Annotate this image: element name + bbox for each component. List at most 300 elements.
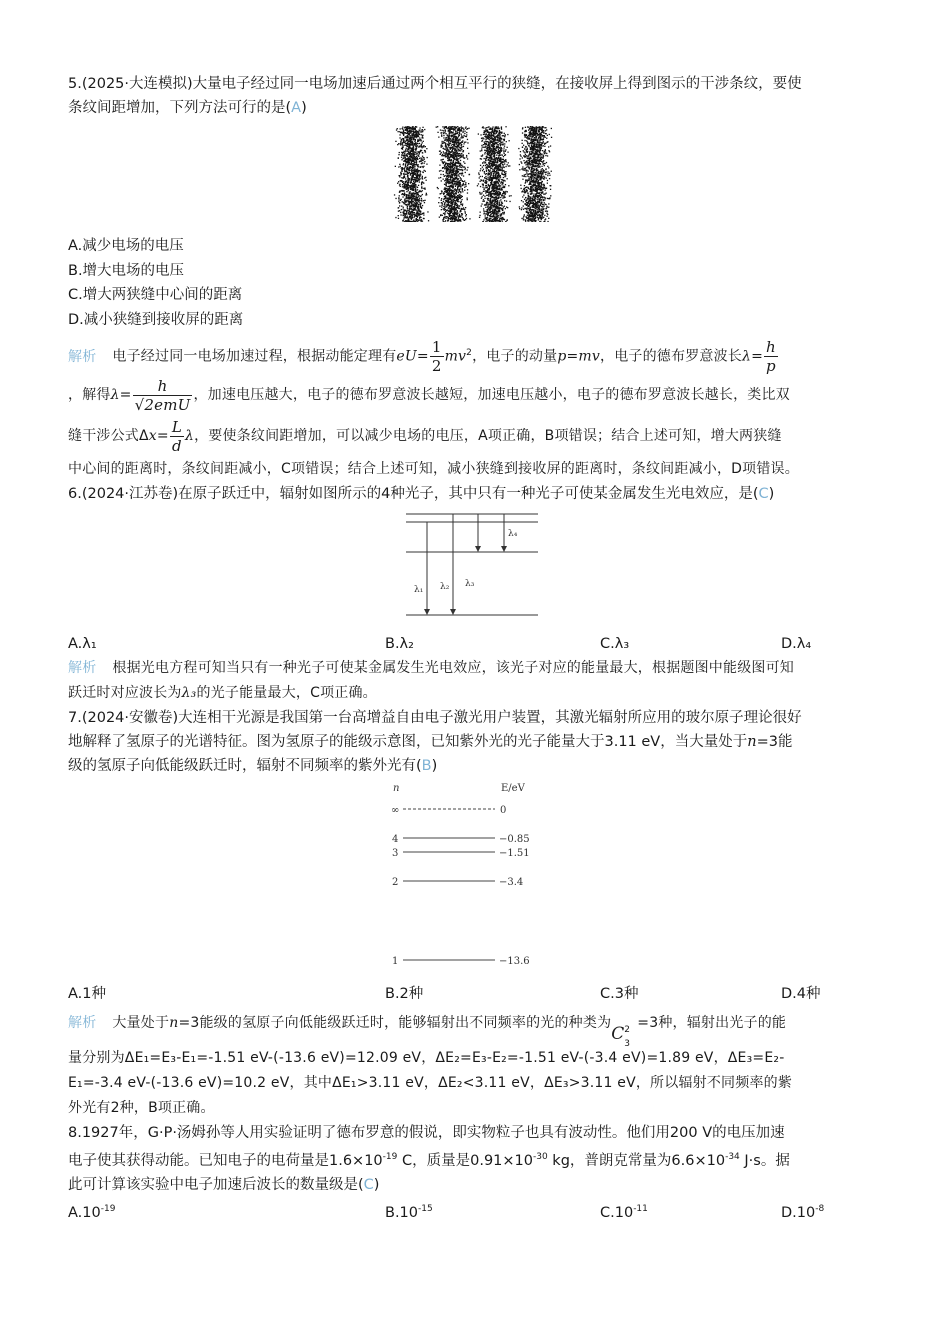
fringe-speck (536, 216, 537, 217)
fringe-speck (417, 168, 418, 169)
fringe-speck (415, 196, 416, 197)
fringe-speck (443, 201, 444, 202)
fringe-speck (485, 143, 486, 144)
fringe-speck (496, 172, 497, 173)
fringe-speck (494, 172, 495, 173)
fringe-speck (488, 177, 489, 178)
q5-answer: A (291, 100, 302, 116)
fringe-speck (488, 149, 489, 150)
fringe-speck (464, 166, 465, 167)
fringe-speck (440, 170, 441, 171)
fringe-speck (423, 183, 424, 184)
fringe-speck (448, 188, 449, 189)
fringe-speck (457, 186, 458, 187)
fringe-speck (466, 132, 467, 133)
fringe-speck (499, 138, 500, 139)
fringe-speck (529, 153, 530, 154)
fringe-speck (522, 166, 523, 167)
fringe-speck (481, 148, 482, 149)
fringe-speck (444, 132, 445, 133)
fringe-speck (399, 152, 400, 153)
fringe-speck (449, 147, 450, 148)
fringe-speck (417, 207, 418, 208)
fringe-speck (419, 158, 420, 159)
fringe-speck (445, 220, 446, 221)
fringe-speck (478, 172, 479, 173)
fringe-speck (507, 178, 508, 179)
fringe-speck (402, 128, 403, 129)
fringe-speck (506, 161, 507, 162)
fringe-speck (505, 184, 506, 185)
fringe-speck (446, 170, 447, 171)
fringe-speck (503, 139, 504, 140)
fringe-speck (491, 180, 492, 181)
fringe-speck (538, 219, 539, 220)
fringe-speck (492, 211, 493, 212)
fringe-speck (416, 171, 417, 172)
fringe-speck (520, 156, 521, 157)
q5-stem-text: 条纹间距增加，下列方法可行的是( (68, 100, 292, 116)
fringe-speck (423, 188, 424, 189)
fringe-speck (492, 209, 493, 210)
fringe-speck (408, 153, 409, 154)
fringe-speck (490, 136, 491, 137)
fringe-speck (465, 172, 466, 173)
fringe-speck (402, 145, 403, 146)
fringe-speck (503, 144, 504, 145)
fringe-speck (401, 199, 402, 200)
fringe-speck (504, 146, 505, 147)
fringe-speck (526, 167, 527, 168)
fringe-speck (455, 131, 456, 132)
fringe-speck (524, 148, 525, 149)
fringe-speck (449, 194, 450, 195)
fringe-speck (428, 220, 429, 221)
fringe-speck (414, 177, 415, 178)
fringe-speck (465, 182, 466, 183)
fringe-speck (425, 194, 426, 195)
fringe-speck (455, 136, 456, 137)
fringe-speck (526, 170, 527, 171)
fringe-speck (454, 204, 455, 205)
fringe-speck (451, 176, 452, 177)
fringe-speck (421, 214, 422, 215)
fringe-speck (408, 194, 409, 195)
fringe-speck (484, 130, 485, 131)
fringe-speck (489, 157, 490, 158)
fringe-speck (503, 177, 504, 178)
fringe-speck (484, 172, 485, 173)
fringe-speck (444, 217, 445, 218)
fringe-speck (462, 132, 463, 133)
fringe-speck (527, 198, 528, 199)
fringe-speck (421, 140, 422, 141)
fringe-speck (529, 128, 530, 129)
fringe-speck (497, 173, 498, 174)
fringe-speck (546, 138, 547, 139)
fringe-speck (480, 212, 481, 213)
fringe-speck (400, 166, 401, 167)
fringe-speck (489, 189, 490, 190)
fringe-speck (447, 198, 448, 199)
fringe-speck (488, 132, 489, 133)
fringe-speck (501, 133, 502, 134)
fringe-speck (405, 130, 406, 131)
fringe-speck (526, 191, 527, 192)
fringe-speck (459, 208, 460, 209)
fringe-speck (450, 221, 451, 222)
fringe-speck (506, 141, 507, 142)
fringe-speck (406, 155, 407, 156)
fringe-speck (441, 152, 442, 153)
fringe-speck (551, 137, 552, 138)
fringe-speck (450, 182, 451, 183)
fringe-speck (402, 133, 403, 134)
fringe-speck (453, 134, 454, 135)
fringe-speck (447, 182, 448, 183)
fringe-speck (504, 136, 505, 137)
fringe-speck (457, 189, 458, 190)
fringe-speck (496, 164, 497, 165)
fringe-speck (457, 155, 458, 156)
fringe-speck (486, 179, 487, 180)
fringe-speck (485, 207, 486, 208)
fringe-speck (438, 202, 439, 203)
fringe-speck (490, 205, 491, 206)
fringe-speck (442, 215, 443, 216)
fringe-speck (493, 176, 494, 177)
fringe-speck (478, 183, 479, 184)
fringe-speck (406, 143, 407, 144)
fringe-speck (421, 158, 422, 159)
fringe-speck (465, 219, 466, 220)
fringe-speck (486, 213, 487, 214)
fringe-speck (477, 185, 478, 186)
fringe-speck (453, 162, 454, 163)
fringe-speck (482, 187, 483, 188)
fringe-speck (486, 127, 487, 128)
fringe-speck (456, 219, 457, 220)
fringe-speck (483, 144, 484, 145)
fringe-speck (547, 155, 548, 156)
fringe-speck (448, 166, 449, 167)
fringe-speck (421, 146, 422, 147)
fringe-speck (490, 209, 491, 210)
fringe-speck (469, 218, 470, 219)
fringe-speck (414, 198, 415, 199)
fringe-speck (497, 202, 498, 203)
fringe-speck (485, 165, 486, 166)
fringe-speck (399, 205, 400, 206)
fringe-speck (463, 146, 464, 147)
fringe-speck (459, 176, 460, 177)
fringe-speck (403, 178, 404, 179)
fringe-speck (479, 177, 480, 178)
fringe-speck (413, 197, 414, 198)
fringe-speck (441, 136, 442, 137)
fringe-speck (455, 170, 456, 171)
fringe-speck (408, 180, 409, 181)
fringe-speck (458, 150, 459, 151)
fringe-speck (488, 144, 489, 145)
fringe-speck (409, 192, 410, 193)
fringe-speck (412, 213, 413, 214)
fringe-speck (457, 137, 458, 138)
fringe-speck (400, 186, 401, 187)
fringe-speck (401, 190, 402, 191)
fringe-speck (416, 202, 417, 203)
fringe-speck (526, 199, 527, 200)
fringe-speck (421, 198, 422, 199)
fringe-speck (501, 184, 502, 185)
fringe-speck (448, 220, 449, 221)
fringe-speck (508, 165, 509, 166)
fringe-speck (398, 166, 399, 167)
fringe-speck (416, 177, 417, 178)
fringe-speck (461, 215, 462, 216)
fringe-speck (505, 194, 506, 195)
fringe-speck (495, 162, 496, 163)
fringe-speck (503, 135, 504, 136)
fringe-speck (504, 219, 505, 220)
fringe-speck (421, 150, 422, 151)
fringe-speck (492, 152, 493, 153)
fringe-speck (491, 177, 492, 178)
fringe-speck (467, 169, 468, 170)
fringe-speck (550, 195, 551, 196)
fringe-speck (413, 217, 414, 218)
fringe-speck (487, 217, 488, 218)
fringe-speck (419, 143, 420, 144)
fringe-speck (415, 126, 416, 127)
fringe-speck (456, 181, 457, 182)
fringe-speck (443, 208, 444, 209)
fringe-speck (424, 177, 425, 178)
fringe-speck (496, 142, 497, 143)
fringe-speck (459, 189, 460, 190)
fringe-speck (402, 142, 403, 143)
fringe-speck (467, 148, 468, 149)
fringe-speck (414, 187, 415, 188)
fringe-speck (525, 221, 526, 222)
fringe-speck (494, 221, 495, 222)
q5-fringe-figure (68, 126, 880, 226)
fringe-speck (440, 154, 441, 155)
fringe-speck (399, 134, 400, 135)
fringe-speck (448, 204, 449, 205)
fringe-speck (502, 221, 503, 222)
fringe-speck (485, 178, 486, 179)
fringe-speck (499, 189, 500, 190)
fringe-speck (422, 127, 423, 128)
fringe-speck (410, 160, 411, 161)
fringe-speck (483, 165, 484, 166)
fringe-speck (482, 196, 483, 197)
fringe-speck (414, 154, 415, 155)
fringe-speck (445, 206, 446, 207)
fringe-speck (424, 159, 425, 160)
fringe-speck (484, 191, 485, 192)
fringe-speck (402, 138, 403, 139)
fringe-speck (525, 176, 526, 177)
fringe-speck (486, 156, 487, 157)
fringe-speck (494, 168, 495, 169)
fringe-speck (485, 176, 486, 177)
fringe-speck (422, 176, 423, 177)
fringe-speck (485, 185, 486, 186)
fringe-speck (456, 173, 457, 174)
fringe-speck (498, 215, 499, 216)
fringe-speck (443, 219, 444, 220)
fringe-speck (535, 217, 536, 218)
fringe-speck (418, 155, 419, 156)
fringe-speck (483, 169, 484, 170)
fringe-speck (487, 212, 488, 213)
fringe-speck (424, 170, 425, 171)
fringe-speck (460, 160, 461, 161)
fringe-speck (452, 213, 453, 214)
fringe-speck (542, 163, 543, 164)
fringe-speck (404, 151, 405, 152)
fringe-speck (536, 191, 537, 192)
fringe-speck (539, 166, 540, 167)
fringe-speck (407, 153, 408, 154)
fringe-speck (503, 147, 504, 148)
fringe-speck (463, 184, 464, 185)
fringe-speck (437, 132, 438, 133)
fringe-speck (462, 205, 463, 206)
fringe-speck (406, 204, 407, 205)
fringe-speck (413, 150, 414, 151)
fringe-speck (544, 205, 545, 206)
fringe-speck (418, 146, 419, 147)
fringe-speck (410, 163, 411, 164)
fringe-speck (410, 188, 411, 189)
fringe-speck (491, 157, 492, 158)
fringe-speck (526, 172, 527, 173)
fringe-speck (402, 184, 403, 185)
fringe-speck (542, 170, 543, 171)
fringe-speck (422, 177, 423, 178)
fringe-speck (463, 131, 464, 132)
fringe-speck (462, 217, 463, 218)
fringe-speck (418, 213, 419, 214)
fringe-speck (466, 136, 467, 137)
fringe-speck (427, 157, 428, 158)
fringe-speck (494, 130, 495, 131)
fringe-speck (398, 215, 399, 216)
fringe-speck (493, 162, 494, 163)
fringe-speck (446, 204, 447, 205)
fringe-speck (509, 201, 510, 202)
fringe-speck (408, 133, 409, 134)
fringe-speck (546, 216, 547, 217)
fringe-speck (423, 200, 424, 201)
fringe-speck (411, 139, 412, 140)
fringe-speck (417, 141, 418, 142)
fringe-speck (447, 186, 448, 187)
fringe-speck (525, 187, 526, 188)
fringe-speck (426, 148, 427, 149)
fringe-speck (484, 150, 485, 151)
fringe-speck (460, 180, 461, 181)
fringe-speck (420, 203, 421, 204)
fringe-speck (418, 174, 419, 175)
fringe-speck (419, 139, 420, 140)
fringe-speck (426, 180, 427, 181)
fringe-speck (409, 195, 410, 196)
fringe-speck (494, 203, 495, 204)
fringe-speck (504, 143, 505, 144)
fringe-speck (415, 136, 416, 137)
fringe-speck (489, 163, 490, 164)
fringe-speck (504, 200, 505, 201)
fringe-speck (487, 192, 488, 193)
fringe-speck (459, 139, 460, 140)
fringe-speck (460, 148, 461, 149)
fringe-speck (450, 185, 451, 186)
fringe-speck (496, 166, 497, 167)
fringe-speck (462, 166, 463, 167)
fringe-speck (453, 171, 454, 172)
fringe-speck (459, 214, 460, 215)
fringe-speck (489, 138, 490, 139)
fringe-speck (452, 136, 453, 137)
fringe-speck (417, 139, 418, 140)
fringe-speck (454, 209, 455, 210)
fringe-speck (464, 163, 465, 164)
fringe-speck (486, 164, 487, 165)
fringe-speck (490, 143, 491, 144)
fringe-speck (460, 155, 461, 156)
fringe-speck (440, 129, 441, 130)
fringe-speck (493, 144, 494, 145)
fringe-speck (489, 193, 490, 194)
fringe-speck (412, 212, 413, 213)
fringe-speck (408, 136, 409, 137)
fringe-speck (548, 146, 549, 147)
fringe-speck (467, 199, 468, 200)
fringe-speck (406, 191, 407, 192)
fringe-speck (492, 185, 493, 186)
fringe-speck (460, 216, 461, 217)
fringe-speck (519, 208, 520, 209)
fringe-speck (494, 155, 495, 156)
fringe-speck (453, 158, 454, 159)
fringe-speck (408, 190, 409, 191)
fringe-speck (499, 143, 500, 144)
fringe-speck (439, 197, 440, 198)
fringe-speck (416, 144, 417, 145)
fringe-speck (458, 140, 459, 141)
fringe-speck (456, 177, 457, 178)
fringe-speck (406, 198, 407, 199)
fringe-speck (411, 185, 412, 186)
fringe-speck (409, 208, 410, 209)
fringe-speck (446, 194, 447, 195)
fringe-speck (485, 162, 486, 163)
fringe-speck (443, 132, 444, 133)
fringe-speck (495, 219, 496, 220)
fringe-speck (417, 143, 418, 144)
fringe-speck (499, 185, 500, 186)
fringe-speck (547, 221, 548, 222)
fringe-speck (396, 129, 397, 130)
fringe-speck (449, 216, 450, 217)
fringe-speck (500, 143, 501, 144)
fringe-speck (505, 175, 506, 176)
fringe-speck (548, 218, 549, 219)
